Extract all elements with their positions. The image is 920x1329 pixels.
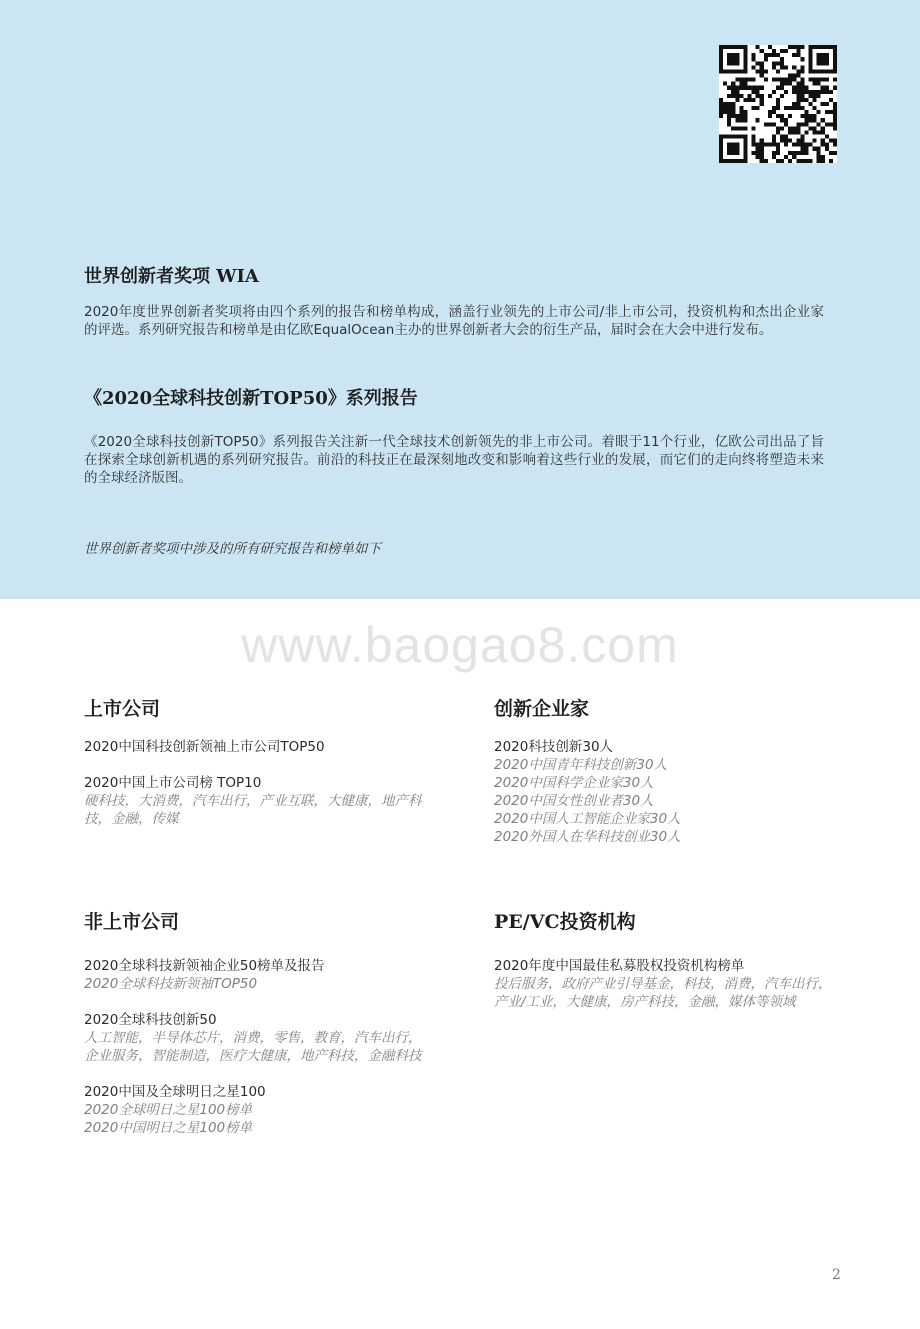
entry-list	[84, 957, 429, 1137]
item-subtitle: 2020中国女性创业者30人	[494, 793, 654, 809]
watermark: www.baogao8.com	[241, 617, 679, 673]
list-item	[494, 957, 839, 1011]
item-subtitle: 人工智能，半导体芯片，消费，零售，教育，汽车出行，企业服务，智能制造，医疗大健康，地产科技，金融科技	[84, 1030, 422, 1064]
entry-list	[494, 957, 839, 1011]
qr-code-icon	[719, 45, 837, 163]
header-band	[0, 0, 920, 599]
item-title: 2020科技创新30人	[494, 739, 614, 755]
item-subtitle: 2020中国人工智能企业家30人	[494, 811, 681, 827]
section-title: 非上市公司	[84, 911, 180, 933]
page-number: 2	[832, 1267, 841, 1283]
item-subtitle: 2020外国人在华科技创业30人	[494, 829, 681, 845]
section-title: 创新企业家	[494, 698, 590, 720]
wia-body: 2020年度世界创新者奖项将由四个系列的报告和榜单构成，涵盖行业领先的上市公司/非上市公司，投资机构和杰出企业家的评选。系列研究报告和榜单是由亿欧EqualOcean主办的世界创新者大会的衍生产品，届时会在大会中进行发布。	[84, 304, 824, 338]
section-title: PE/VC投资机构	[494, 911, 636, 933]
list-item	[84, 738, 429, 756]
list-item	[84, 774, 429, 828]
section-pevc	[494, 910, 839, 1011]
wia-title: 世界创新者奖项 WIA	[84, 266, 259, 287]
item-subtitle: 2020中国明日之星100榜单	[84, 1120, 253, 1136]
item-subtitle: 2020中国青年科技创新30人	[494, 757, 668, 773]
section-title: 上市公司	[84, 698, 161, 720]
section-entrepreneurs	[494, 697, 839, 846]
item-subtitle: 2020中国科学企业家30人	[494, 775, 654, 791]
item-subtitle: 2020全球明日之星100榜单	[84, 1102, 253, 1118]
item-title: 2020年度中国最佳私募股权投资机构榜单	[494, 958, 745, 974]
list-item	[84, 957, 429, 993]
section-unlisted	[84, 910, 429, 1137]
section-listed	[84, 697, 429, 828]
list-item	[84, 1083, 429, 1137]
item-title: 2020中国及全球明日之星100	[84, 1084, 266, 1100]
list-item	[84, 1011, 429, 1065]
entry-list	[494, 738, 839, 846]
intro-line: 世界创新者奖项中涉及的所有研究报告和榜单如下	[84, 541, 381, 557]
item-title: 2020全球科技创新50	[84, 1012, 217, 1028]
entry-list	[84, 738, 429, 828]
item-title: 2020中国科技创新领袖上市公司TOP50	[84, 739, 325, 755]
item-subtitle: 投后服务，政府产业引导基金，科技，消费，汽车出行，产业/工业，大健康，房产科技，金融，媒体等领域	[494, 976, 832, 1010]
top50-title: 《2020全球科技创新TOP50》系列报告	[84, 388, 418, 409]
list-item	[494, 738, 839, 846]
item-subtitle: 2020全球科技新领袖TOP50	[84, 976, 258, 992]
item-subtitle: 硬科技，大消费，汽车出行，产业互联，大健康，地产科技，金融，传媒	[84, 793, 422, 827]
item-title: 2020全球科技新领袖企业50榜单及报告	[84, 958, 325, 974]
top50-body: 《2020全球科技创新TOP50》系列报告关注新一代全球技术创新领先的非上市公司。着眼于11个行业，亿欧公司出品了旨在探索全球创新机遇的系列研究报告。前沿的科技正在最深刻地改变和影响着这些行业的发展，而它们的走向终将塑造未来的全球经济版图。	[84, 434, 824, 486]
item-title: 2020中国上市公司榜 TOP10	[84, 775, 262, 791]
